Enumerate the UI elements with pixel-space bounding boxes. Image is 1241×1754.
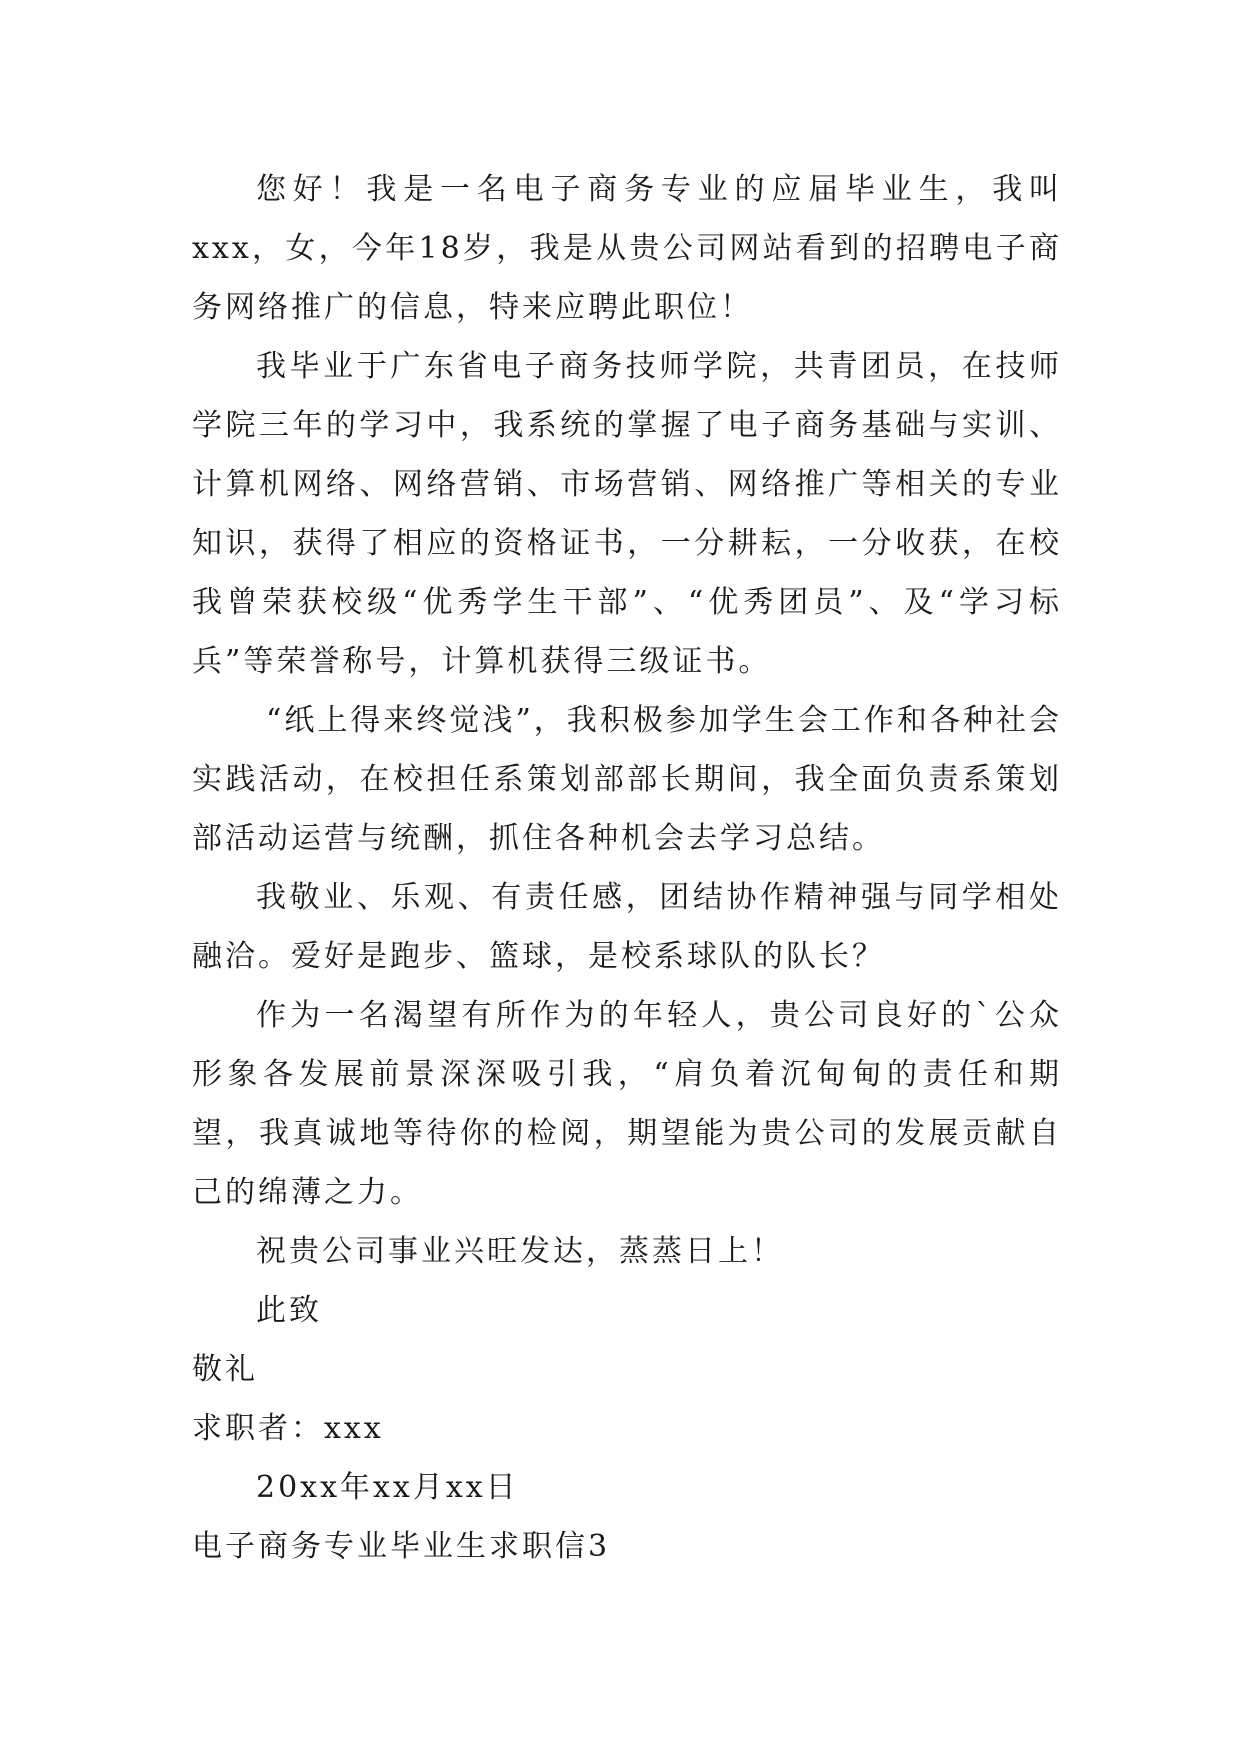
signature-line: 求职者：xxx [192,1411,384,1446]
closing-salutation: 此致 [256,1293,322,1328]
paragraph-education: 我毕业于广东省电子商务技师学院，共青团员，在技师学院三年的学习中，我系统的掌握了电子商务基础与实训、计算机网络、网络营销、市场营销、网络推广等相关的专业知识，获得了相应的资格证书，一分耕耘，一分收获，在校我曾荣获校级“优秀学生干部”、“优秀团员”、及“学习标兵”等荣誉称号，计算机获得三级证书。 [192,349,1062,679]
paragraph-greeting: 您好！我是一名电子商务专业的应届毕业生，我叫xxx，女，今年18岁，我是从贵公司网站看到的招聘电子商务网络推广的信息，特来应聘此职位！ [192,172,1062,325]
letter-body [192,160,1062,1576]
paragraph-practice: “纸上得来终觉浅”，我积极参加学生会工作和各种社会实践活动，在校担任系策划部部长期间，我全面负责系策划部活动运营与统酬，抓住各种机会去学习总结。 [192,703,1062,856]
date-line: 20xx年xx月xx日 [256,1470,519,1505]
next-section-title: 电子商务专业毕业生求职信3 [192,1529,611,1564]
paragraph-wishes: 祝贵公司事业兴旺发达，蒸蒸日上！ [256,1234,784,1269]
paragraph-aspiration: 作为一名渴望有所作为的年轻人，贵公司良好的`公众形象各发展前景深深吸引我，“肩负着沉甸甸的责任和期望，我真诚地等待你的检阅，期望能为贵公司的发展贡献自己的绵薄之力。 [192,998,1062,1210]
paragraph-personality: 我敬业、乐观、有责任感，团结协作精神强与同学相处融洽。爱好是跑步、篮球，是校系球队的队长？ [192,880,1062,974]
closing-regards: 敬礼 [192,1352,258,1387]
